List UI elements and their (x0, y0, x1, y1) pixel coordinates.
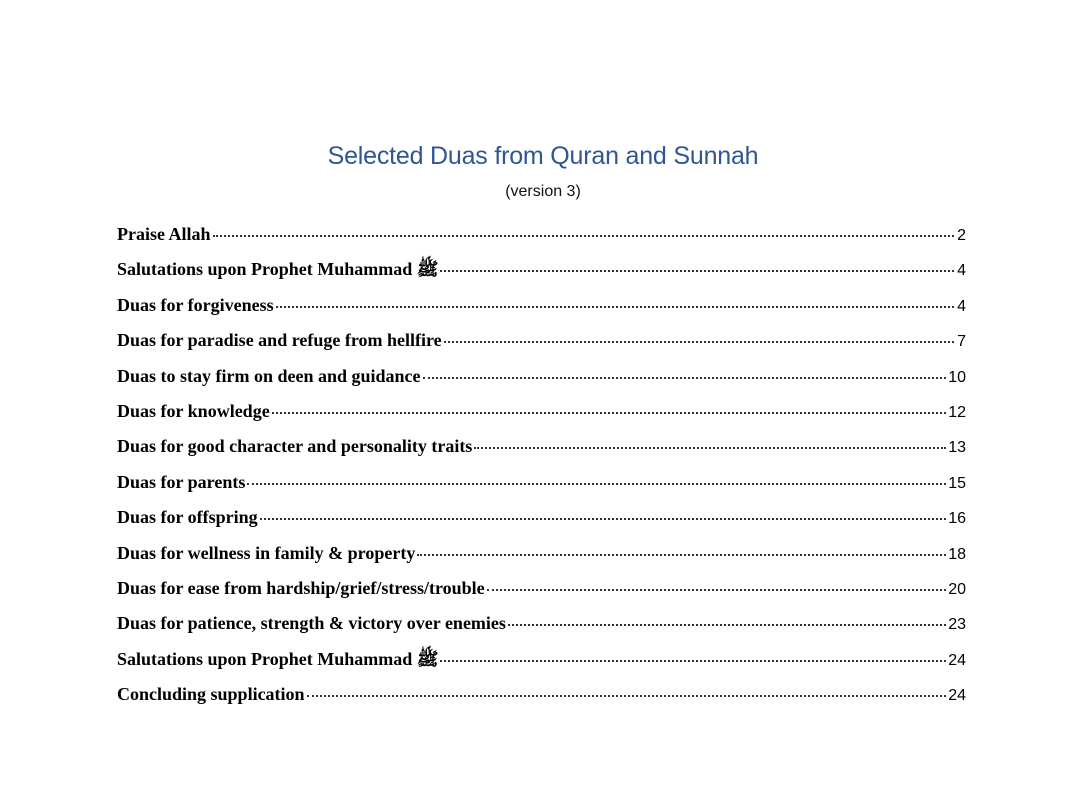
dot-leader (444, 323, 954, 343)
toc-entry-page-number: 12 (948, 403, 966, 421)
toc-entry-label: Duas for parents (117, 471, 246, 492)
toc-entry-label: Duas for good character and personality traits (117, 436, 473, 457)
toc-entry-page-number: 2 (957, 227, 966, 244)
document-title: Selected Duas from Quran and Sunnah (327, 142, 759, 170)
toc-entry[interactable] (117, 502, 966, 537)
toc-entry-page-number: 7 (957, 333, 966, 351)
toc-entry-page-number: 24 (948, 651, 966, 669)
dot-leader (260, 500, 947, 520)
table-of-contents (117, 219, 966, 714)
dot-leader (508, 606, 946, 626)
toc-entry-label: Duas for offspring (117, 507, 258, 528)
toc-entry[interactable] (117, 644, 966, 679)
toc-entry-label: Duas for paradise and refuge from hellfire (117, 330, 442, 351)
toc-entry-page-number: 24 (948, 687, 966, 705)
toc-entry[interactable] (117, 361, 966, 396)
toc-entry-page-number: 18 (948, 545, 966, 563)
toc-entry-label: Concluding supplication (117, 684, 305, 705)
toc-entry[interactable] (117, 290, 966, 325)
dot-leader (440, 642, 946, 662)
toc-entry[interactable] (117, 538, 966, 573)
toc-entry-page-number: 23 (948, 616, 966, 634)
toc-entry-label: Duas for patience, strength & victory over enemies (117, 613, 506, 634)
dot-leader (474, 429, 946, 449)
toc-entry-label: Duas for wellness in family & property (117, 542, 416, 563)
toc-entry[interactable] (117, 679, 966, 714)
toc-entry-page-number: 15 (948, 474, 966, 492)
toc-entry[interactable] (117, 467, 966, 502)
toc-entry-page-number: 13 (948, 439, 966, 457)
toc-entry[interactable] (117, 254, 966, 289)
toc-entry-label: Duas to stay firm on deen and guidance (117, 365, 421, 386)
toc-entry-label: Duas for ease from hardship/grief/stress/trouble (117, 577, 485, 598)
toc-entry[interactable] (117, 431, 966, 466)
dot-leader (487, 571, 947, 591)
dot-leader (276, 288, 954, 308)
toc-entry-page-number: 20 (948, 580, 966, 598)
toc-entry-page-number: 16 (948, 510, 966, 528)
toc-entry[interactable] (117, 396, 966, 431)
toc-entry-label: Duas for knowledge (117, 400, 270, 421)
toc-entry-label: Salutations upon Prophet Muhammad ﷺ (117, 259, 439, 280)
dot-leader (417, 536, 946, 556)
toc-entry[interactable] (117, 325, 966, 360)
toc-entry-page-number: 10 (948, 368, 966, 386)
toc-entry[interactable] (117, 573, 966, 608)
toc-entry-page-number: 4 (957, 262, 966, 280)
toc-entry-label: Duas for forgiveness (117, 294, 274, 315)
toc-entry-page-number: 4 (957, 297, 966, 315)
dot-leader (440, 252, 954, 272)
dot-leader (307, 677, 947, 697)
dot-leader (423, 359, 947, 379)
document-version: (version 3) (505, 183, 581, 200)
dot-leader (272, 394, 947, 414)
toc-entry[interactable] (117, 219, 966, 254)
dot-leader (213, 217, 955, 237)
toc-entry-label: Salutations upon Prophet Muhammad ﷺ (117, 648, 439, 669)
dot-leader (247, 465, 946, 485)
toc-entry-label: Praise Allah (117, 224, 211, 244)
toc-entry[interactable] (117, 608, 966, 643)
